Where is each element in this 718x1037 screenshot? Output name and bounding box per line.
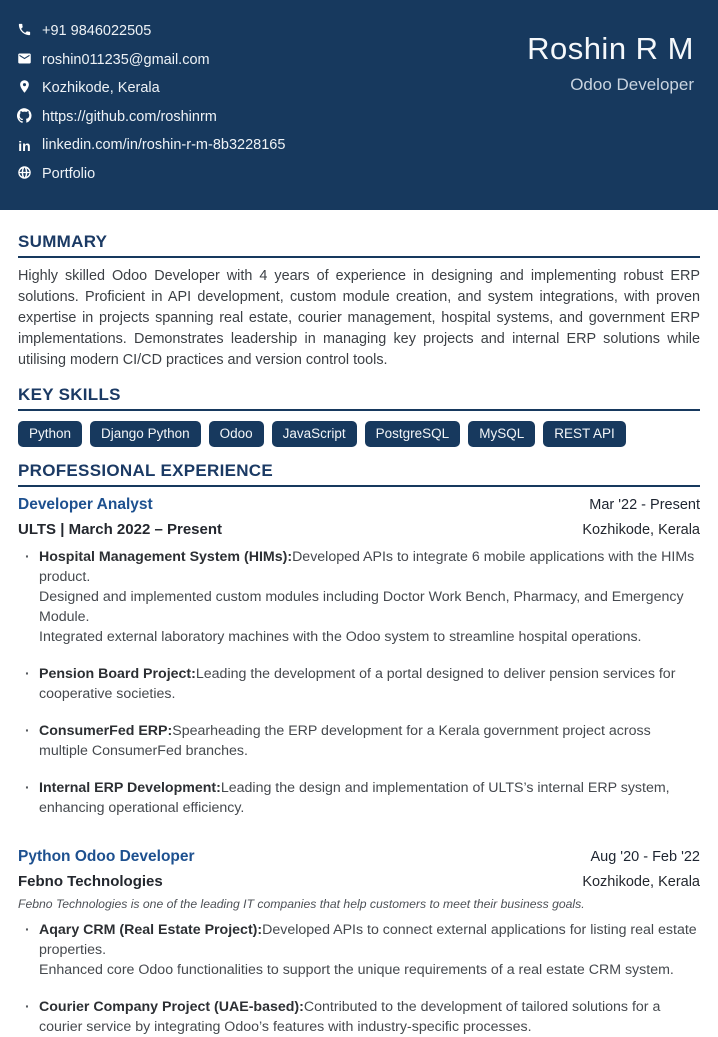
job-bullet <box>18 778 700 818</box>
job-company-row <box>18 521 700 538</box>
job-location: Kozhikode, Kerala <box>582 521 700 538</box>
job-dates: Mar '22 - Present <box>589 496 700 513</box>
skill-pill: JavaScript <box>272 421 357 447</box>
contact-text[interactable]: linkedin.com/in/roshin-r-m-8b3228165 <box>42 137 286 154</box>
job-company-row <box>18 873 700 890</box>
contact-text[interactable]: https://github.com/roshinrm <box>42 108 217 125</box>
person-role: Odoo Developer <box>570 74 694 94</box>
job-bullet <box>18 664 700 704</box>
job-bullet <box>18 547 700 647</box>
job-location: Kozhikode, Kerala <box>582 873 700 890</box>
bullet-title: Aqary CRM (Real Estate Project): <box>39 921 263 938</box>
skill-pill: Django Python <box>90 421 201 447</box>
contact-text: +91 9846022505 <box>42 23 152 39</box>
bullet-title: Hospital Management System (HIMs): <box>39 548 293 565</box>
location-icon <box>16 79 33 94</box>
job-dates: Aug '20 - Feb '22 <box>590 848 700 865</box>
header <box>0 0 718 210</box>
skill-pill: Python <box>18 421 82 447</box>
bullet-line: Leading the design and implementation of ULTS’s internal ERP system, enhancing operational efficiency. <box>39 779 670 816</box>
contact-item-globe[interactable] <box>16 165 286 185</box>
contact-text[interactable]: roshin011235@gmail.com <box>42 51 210 68</box>
skill-pill: REST API <box>543 421 626 447</box>
bullet-line: Designed and implemented custom modules including Doctor Work Bench, Pharmacy, and Emergency Module. <box>39 588 684 625</box>
bullet-line: Leading the development of a portal designed to deliver pension services for cooperative societies. <box>39 665 676 702</box>
job-bullet-list <box>18 547 700 818</box>
bullet-title: Internal ERP Development: <box>39 779 221 796</box>
skill-pill: PostgreSQL <box>365 421 461 447</box>
job-title: Python Odoo Developer <box>18 847 195 865</box>
bullet-line: Enhanced core Odoo functionalities to support the unique requirements of a real estate CRM system. <box>39 961 674 978</box>
skill-pill: MySQL <box>468 421 535 447</box>
contact-item-github[interactable] <box>16 108 286 128</box>
key-skills-heading: KEY SKILLS <box>18 385 700 411</box>
contact-item-email[interactable] <box>16 51 286 71</box>
job-title-row <box>18 496 700 514</box>
contact-item-phone <box>16 22 286 42</box>
resume-body <box>0 210 718 1037</box>
contact-item-location <box>16 79 286 99</box>
job-company: Febno Technologies <box>18 872 163 890</box>
job-bullet <box>18 721 700 761</box>
contact-list <box>16 22 286 210</box>
summary-text: Highly skilled Odoo Developer with 4 years of experience in designing and implementing robust ERP solutions. Proficient in API development, custom module creation, and system integrations, with proven expertise in projects spanning real estate, courier management, hospital systems, and government ERP implementations. Demonstrates leadership in managing key projects and internal ERP solutions while utilising modern CI/CD practices and version control tools. <box>18 268 700 368</box>
experience-heading: PROFESSIONAL EXPERIENCE <box>18 461 700 487</box>
skill-pill: Odoo <box>209 421 264 447</box>
contact-item-linkedin[interactable] <box>16 136 286 156</box>
contact-text: Kozhikode, Kerala <box>42 80 160 97</box>
job-bullet-list <box>18 920 700 1037</box>
phone-icon <box>16 22 33 37</box>
identity-block <box>527 22 694 210</box>
contact-text[interactable]: Portfolio <box>42 165 96 182</box>
bullet-line: Developed APIs to integrate 6 mobile applications with the HIMs product. <box>39 548 695 585</box>
github-icon <box>16 108 33 123</box>
bullet-line: Developed APIs to connect external applications for listing real estate properties. <box>39 921 697 958</box>
job-entry <box>18 496 700 818</box>
job-company: ULTS | March 2022 – Present <box>18 520 223 538</box>
job-entry <box>18 848 700 1037</box>
job-note: Febno Technologies is one of the leading IT companies that help customers to meet their business goals. <box>18 896 585 911</box>
summary-heading: SUMMARY <box>18 232 700 258</box>
linkedin-icon: in <box>18 138 31 155</box>
bullet-line: Spearheading the ERP development for a Kerala government project across multiple ConsumerFed branches. <box>39 722 651 759</box>
globe-icon <box>16 165 33 180</box>
skill-list <box>18 421 700 447</box>
bullet-line: Contributed to the development of tailored solutions for a courier service by integrating Odoo’s features with industry-specific processes. <box>39 998 661 1035</box>
job-list <box>18 496 700 1037</box>
bullet-title: ConsumerFed ERP: <box>39 722 173 739</box>
bullet-line: Integrated external laboratory machines with the Odoo system to streamline hospital operations. <box>39 628 642 645</box>
job-title: Developer Analyst <box>18 495 153 513</box>
key-skills-section <box>18 385 700 447</box>
experience-section <box>18 461 700 1037</box>
summary-section <box>18 232 700 371</box>
email-icon <box>16 51 33 66</box>
job-bullet <box>18 920 700 980</box>
bullet-title: Pension Board Project: <box>39 665 196 682</box>
person-name: Roshin R M <box>527 31 694 66</box>
bullet-title: Courier Company Project (UAE-based): <box>39 998 304 1015</box>
job-title-row <box>18 848 700 866</box>
